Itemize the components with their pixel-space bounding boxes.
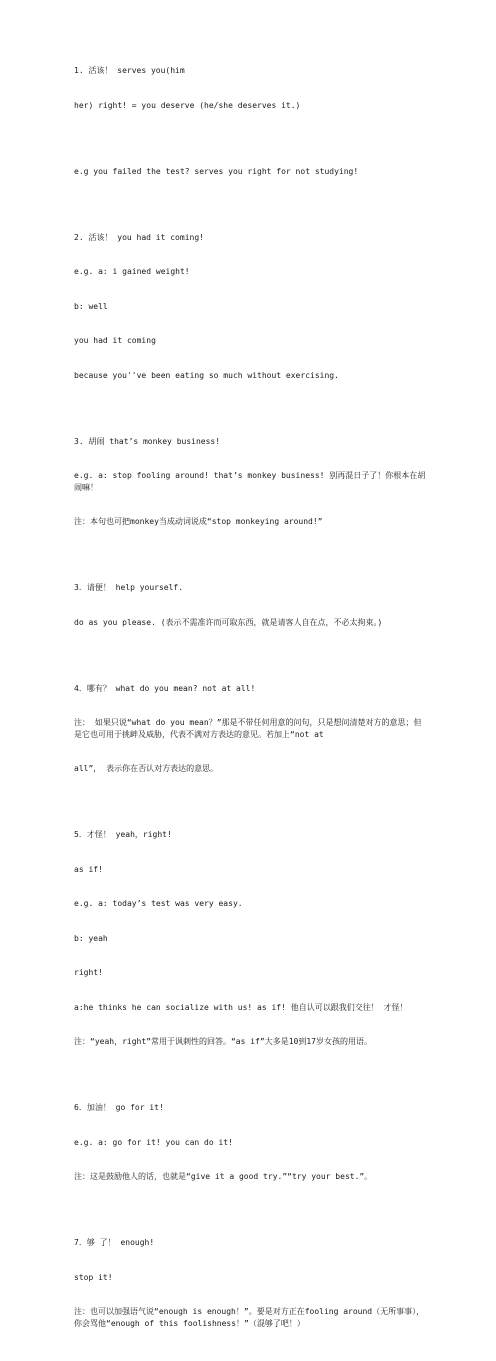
text-line: e.g you failed the test? serves you right for not studying! [74, 166, 359, 176]
paragraph-1 [74, 42, 426, 134]
paragraph-5 [74, 559, 426, 651]
paragraph-8 [74, 1079, 426, 1206]
paragraph-9 [74, 1214, 426, 1352]
text-line: 注：这是鼓励他人的话，也就是“give it a good try.”“try your best.”。 [74, 1172, 373, 1181]
text-line: her) right! = you deserve (he/she deserves it.) [74, 100, 301, 110]
text-line: 7．够 了！ enough! [74, 1238, 155, 1247]
text-line: you had it coming [74, 336, 156, 345]
text-line: 2. 活该！ you had it coming! [74, 232, 204, 242]
text-line: 注： 如果只说“what do you mean？”那是不带任何用意的问句，只是想问清楚对方的意思；但是它也可用于挑衅及威胁，代表不满对方表达的意见。若加上“not at [74, 718, 422, 739]
text-line: 6．加油！ go for it! [74, 1103, 164, 1112]
document-page [74, 42, 426, 1361]
text-line: 1. 活该！ serves you(him [74, 66, 185, 75]
text-line: b: well [74, 301, 108, 311]
text-line: e.g. a: go for it! you can do it! [74, 1137, 233, 1147]
paragraph-6 [74, 660, 426, 798]
text-line: 4．哪有？ what do you mean? not at all! [74, 683, 256, 693]
text-line: stop it! [74, 1272, 113, 1282]
text-line: 3．请便！ help yourself. [74, 583, 184, 592]
text-line: 注：“yeah，right”常用于讽刺性的回答。“as if”大多是10到17岁女孩的用语。 [74, 1037, 372, 1046]
text-line: right! [74, 968, 103, 977]
text-line: 3. 胡闹 that’s monkey business! [74, 436, 221, 446]
text-line: e.g. a: i gained weight! [74, 267, 190, 276]
text-line: e.g. a: stop fooling around! that’s monkey business! 别再混日子了！你根本在胡闹嘛！ [74, 471, 426, 492]
text-line: as if! [74, 864, 103, 874]
paragraph-3 [74, 209, 426, 405]
paragraph-7 [74, 806, 426, 1071]
text-line: 注：本句也可把monkey当成动词说成“stop monkeying around!” [74, 517, 323, 526]
text-line: 注：也可以加强语气说“enough is enough！”。要是对方正在fooling around（无所事事），你会骂他“enough of this foolishness！”（混够了吧！） [74, 1307, 425, 1328]
text-line: e.g. a: today’s test was very easy. [74, 899, 243, 908]
paragraph-2 [74, 143, 426, 201]
text-line: all”， 表示你在否认对方表达的意思。 [74, 764, 219, 773]
text-line: 5．才怪！ yeah，right! [74, 830, 172, 839]
paragraph-4 [74, 413, 426, 551]
text-line: because you''ve been eating so much without exercising. [74, 370, 339, 380]
text-line: b: yeah [74, 933, 108, 943]
text-line: a:he thinks he can socialize with us! as if! 他自认可以跟我们交往！ 才怪！ [74, 1002, 408, 1012]
text-line: do as you please. (表示不需准许而可取东西，就是请客人自在点，不必太拘束。) [74, 617, 383, 627]
